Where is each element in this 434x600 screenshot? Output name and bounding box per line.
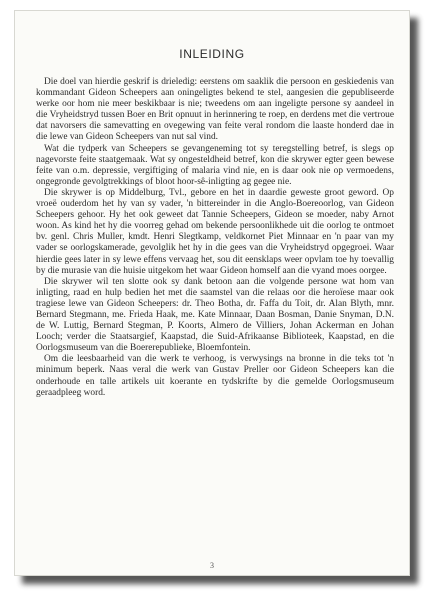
paragraph-3: Die skrywer is op Middelburg, Tvl., gebore en het in daardie geweste groot geword. Op vroeë ouderdom het hy van sy vader, 'n bittereinder in die Anglo-Boereoorlog, van Gideon Scheepers gehoor. Hy het ook geweet dat Tannie Scheepers, Gideon se moeder, naby Arnot woon. As kind het hy die voorreg gehad om bekende persoonlikhede uit die oorlog te ontmoet bv. genl. Chris Muller, kmdt. Henri Slegtkamp, veldkornet Piet Minnaar en 'n paar van my vader se oorlogskamerade, gevolglik het hy in die gees van die Vryheidstryd opgegroei. Waar hierdie gees later in sy lewe effens vervaag het, sou dit eensklaps weer opvlam toe hy toevallig by die murasie van die huisie uitgekom het waar Gideon homself aan die vyand moes oorgee. — [36, 187, 394, 276]
page-title: INLEIDING — [179, 47, 245, 61]
paragraph-1: Die doel van hierdie geskrif is drieledig: eerstens om saaklik die persoon en geskiedenis van kommandant Gideon Scheepers aan oningeligtes bekend te stel, aangesien die gepubliseerde werke oor hom nie meer beskikbaar is nie; tweedens om aan ingeligte persone sy aandeel in die Vryheidstryd tussen Boer en Brit opnuut in herinnering te roep, en derdens met die vertroue dat navorsers die samevatting en ovegewing van feite veral rondom die laaste honderd dae in die lewe van Gideon Scheepers van nut sal vind. — [36, 77, 394, 143]
page-number: 3 — [210, 561, 214, 570]
paragraph-4: Die skrywer wil ten slotte ook sy dank betoon aan die volgende persone wat hom van inligting, raad en hulp bedien het met die saamstel van die relaas oor die heroïese maar ook tragiese lewe van Gideon Scheepers: dr. Theo Botha, dr. Faffa du Toit, dr. Alan Blyth, mnr. Bernard Stegmann, me. Frieda Haak, me. Kate Minnaar, Daan Bosman, Danie Snyman, D.N. de W. Luttig, Bernard Stegman, P. Koorts, Almero de Villiers, Johan Ackerman en Johan Looch; verder die Staatsargief, Kaapstad, die Suid-Afrikaanse Biblioteek, Kaapstad, en die Oorlogsmuseum van die Boererepublieke, Bloemfontein. — [36, 276, 394, 354]
body-text — [36, 77, 394, 399]
document-page — [14, 10, 410, 576]
paragraph-5: Om die leesbaarheid van die werk te verhoog, is verwysings na bronne in die teks tot 'n minimum beperk. Naas veral die werk van Gustav Preller oor Gideon Scheepers kan die onderhoude en talle artikels uit koerante en tydskrifte by die gemelde Oorlogsmuseum geraadpleeg word. — [36, 354, 394, 398]
paragraph-2: Wat die tydperk van Scheepers se gevangeneming tot sy teregstelling betref, is slegs op nagevorste feite staatgemaak. Wat sy ongesteldheid betref, kon die skrywer egter geen bewese feite van o.m. depressie, vergiftiging of malaria vind nie, en is daar ook nie op vermoedens, ongegronde gevolgtrekkings of bloot hoor-sê-inligting ag gegee nie. — [36, 143, 394, 187]
